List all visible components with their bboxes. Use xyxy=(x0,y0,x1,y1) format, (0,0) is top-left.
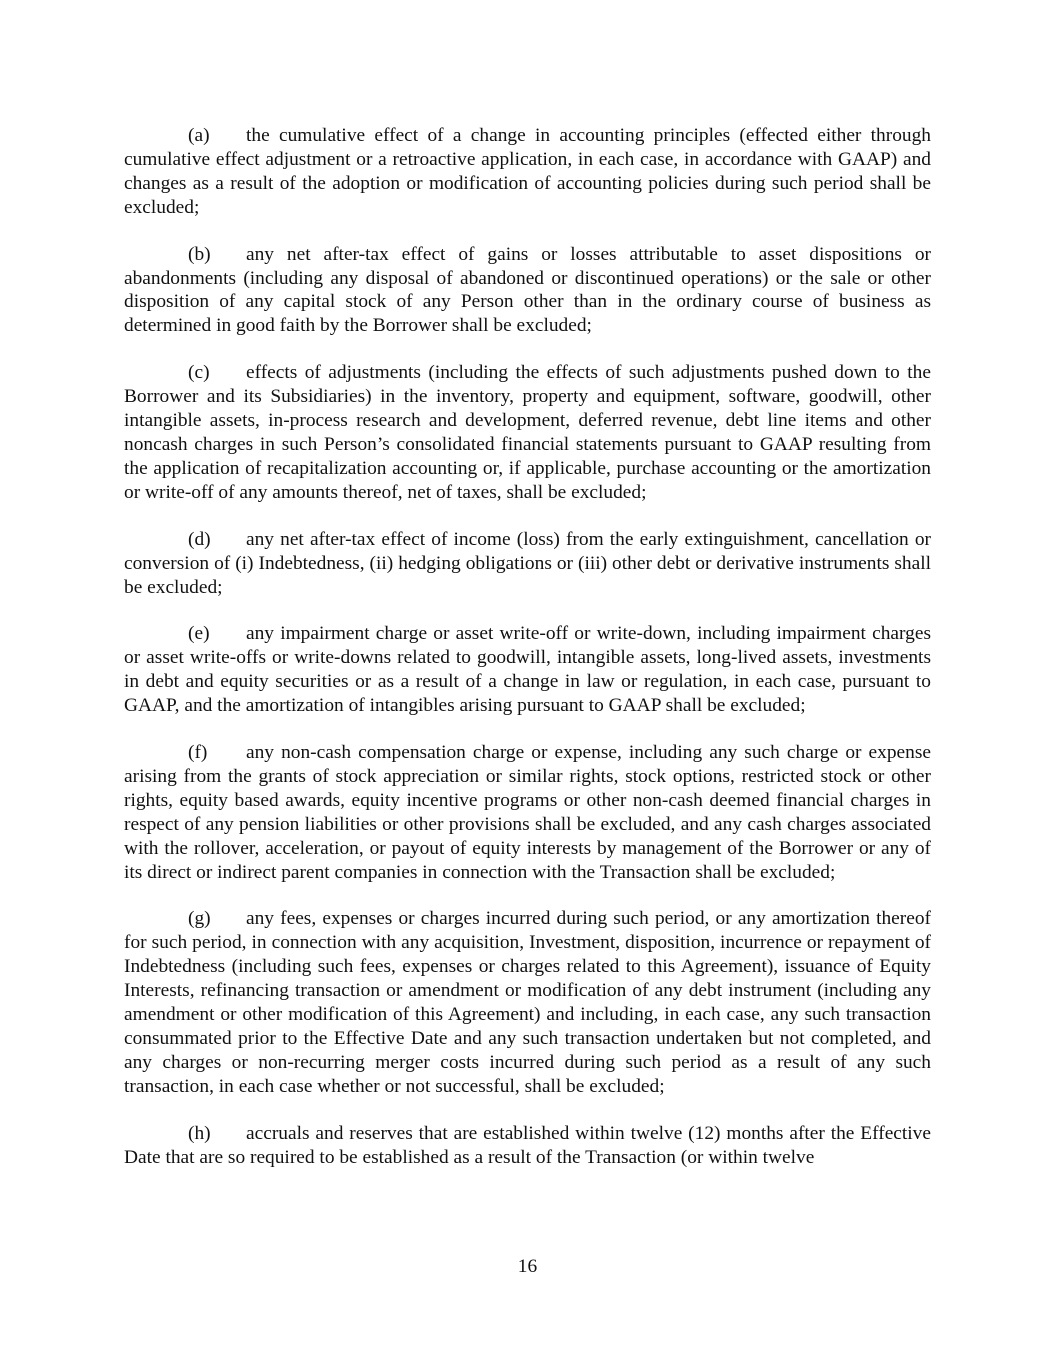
paragraph-e xyxy=(124,622,931,718)
paragraph-d xyxy=(124,528,931,600)
paragraph-a xyxy=(124,124,931,220)
paragraph-text: any impairment charge or asset write-off or write-down, including impairment charges or asset write-offs or write-downs related to goodwill, intangible assets, long-lived assets, investments in debt and equity securities or as a result of a change in law or regulation, in each case, pursuant to GAAP, and the amortization of intangibles arising pursuant to GAAP shall be excluded; xyxy=(124,623,931,717)
paragraph-text: any fees, expenses or charges incurred during such period, or any amortization thereof for such period, in connection with any acquisition, Investment, disposition, incurrence or repayment of Indebtedness (including such fees, expenses or charges related to this Agreement), issuance of Equity Interests, refinancing transaction or amendment or modification of any debt instrument (including any amendment or other modification of this Agreement) and including, in each case, any such transaction consummated prior to the Effective Date and any such transaction undertaken but not completed, and any charges or non-recurring merger costs incurred during such period as a result of any such transaction, in each case whether or not successful, shall be excluded; xyxy=(124,908,931,1097)
paragraph-text: accruals and reserves that are established within twelve (12) months after the Effective Date that are so required to be established as a result of the Transaction (or within twelve xyxy=(124,1122,931,1168)
paragraph-f xyxy=(124,741,931,884)
paragraph-label: (b) xyxy=(188,243,211,265)
paragraph-text: effects of adjustments (including the effects of such adjustments pushed down to the Borrower and its Subsidiaries) in the inventory, property and equipment, software, goodwill, other intangible assets, in-process research and development, deferred revenue, debt line items and other noncash charges in such Person’s consolidated financial statements pursuant to GAAP resulting from the application of recapitalization accounting or, if applicable, purchase accounting or the amortization or write-off of any amounts thereof, net of taxes, shall be excluded; xyxy=(124,362,931,503)
paragraph-label: (f) xyxy=(188,742,208,764)
paragraph-text: any non-cash compensation charge or expense, including any such charge or expense arising from the grants of stock appreciation or similar rights, stock options, restricted stock or other rights, equity based awards, equity incentive programs or other non-cash deemed financial charges in respect of any pension liabilities or other provisions shall be excluded, and any cash charges associated with the rollover, acceleration, or payout of equity interests by management of the Borrower or any of its direct or indirect parent companies in connection with the Transaction shall be excluded; xyxy=(124,742,931,883)
paragraph-text: any net after-tax effect of gains or losses attributable to asset dispositions or abandonments (including any disposal of abandoned or discontinued operations) or the sale or other disposition of any capital stock of any Person other than in the ordinary course of business as determined in good faith by the Borrower shall be excluded; xyxy=(124,243,931,337)
paragraph-label: (h) xyxy=(188,1122,211,1144)
page-number: 16 xyxy=(517,1256,538,1277)
paragraph-h xyxy=(124,1122,931,1170)
paragraph-text: any net after-tax effect of income (loss) from the early extinguishment, cancellation or conversion of (i) Indebtedness, (ii) hedging obligations or (iii) other debt or derivative instruments shall be excluded; xyxy=(124,528,931,598)
paragraph-g xyxy=(124,907,931,1098)
paragraph-label: (g) xyxy=(188,908,211,930)
paragraph-b xyxy=(124,243,931,339)
paragraph-label: (d) xyxy=(188,528,211,550)
paragraph-label: (e) xyxy=(188,623,210,645)
paragraph-text: the cumulative effect of a change in accounting principles (effected either through cumulative effect adjustment or a retroactive application, in each case, in accordance with GAAP) and changes as a result of the adoption or modification of accounting policies during such period shall be excluded; xyxy=(124,125,931,218)
document-body xyxy=(124,124,931,1193)
paragraph-label: (c) xyxy=(188,362,210,384)
paragraph-label: (a) xyxy=(188,125,210,146)
paragraph-c xyxy=(124,361,931,504)
